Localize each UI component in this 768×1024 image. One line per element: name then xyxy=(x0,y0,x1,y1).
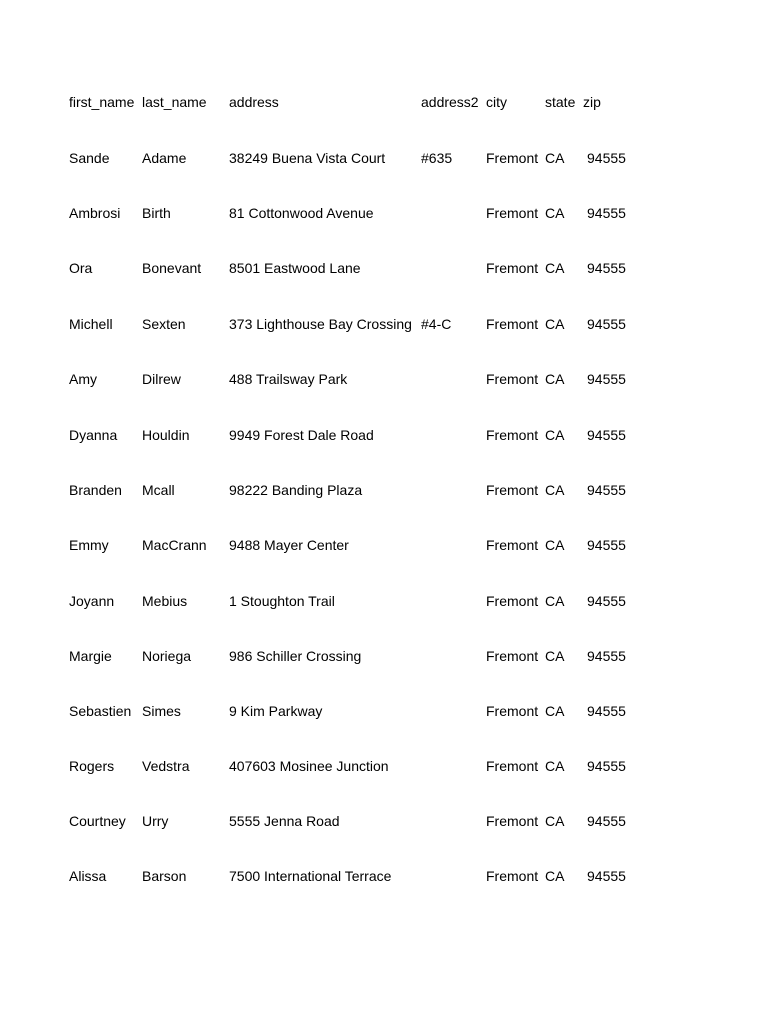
last-name-cell: Adame xyxy=(142,150,187,166)
first-name-cell: Emmy xyxy=(69,537,109,553)
table-row xyxy=(0,701,768,721)
first-name-cell: Branden xyxy=(69,482,122,498)
address-cell: 407603 Mosinee Junction xyxy=(229,758,389,774)
zip-cell: 94555 xyxy=(587,371,626,387)
zip-cell: 94555 xyxy=(587,703,626,719)
state-cell: CA xyxy=(545,758,565,774)
address-cell: 986 Schiller Crossing xyxy=(229,648,362,664)
address-cell: 488 Trailsway Park xyxy=(229,371,348,387)
address2-cell: #4-C xyxy=(421,316,452,332)
header-address: address xyxy=(229,94,279,110)
city-cell: Fremont xyxy=(486,316,539,332)
state-cell: CA xyxy=(545,316,565,332)
city-cell: Fremont xyxy=(486,205,539,221)
header-last-name: last_name xyxy=(142,94,207,110)
address-cell: 1 Stoughton Trail xyxy=(229,593,335,609)
address-cell: 5555 Jenna Road xyxy=(229,813,340,829)
header-zip: zip xyxy=(583,94,601,110)
table-row xyxy=(0,535,768,555)
table-row xyxy=(0,591,768,611)
first-name-cell: Joyann xyxy=(69,593,115,609)
state-cell: CA xyxy=(545,648,565,664)
zip-cell: 94555 xyxy=(587,813,626,829)
address-cell: 98222 Banding Plaza xyxy=(229,482,363,498)
last-name-cell: Bonevant xyxy=(142,260,202,276)
city-cell: Fremont xyxy=(486,758,539,774)
header-city: city xyxy=(486,94,507,110)
first-name-cell: Rogers xyxy=(69,758,115,774)
table-row xyxy=(0,203,768,223)
first-name-cell: Amy xyxy=(69,371,97,387)
zip-cell: 94555 xyxy=(587,150,626,166)
table-row xyxy=(0,480,768,500)
first-name-cell: Margie xyxy=(69,648,112,664)
table-row xyxy=(0,811,768,831)
state-cell: CA xyxy=(545,593,565,609)
last-name-cell: Noriega xyxy=(142,648,192,664)
city-cell: Fremont xyxy=(486,371,539,387)
table-row xyxy=(0,646,768,666)
table-row xyxy=(0,314,768,334)
city-cell: Fremont xyxy=(486,648,539,664)
last-name-cell: Mebius xyxy=(142,593,188,609)
state-cell: CA xyxy=(545,537,565,553)
address-cell: 9949 Forest Dale Road xyxy=(229,427,374,443)
address-cell: 8501 Eastwood Lane xyxy=(229,260,361,276)
last-name-cell: Dilrew xyxy=(142,371,181,387)
city-cell: Fremont xyxy=(486,150,539,166)
city-cell: Fremont xyxy=(486,260,539,276)
table-row xyxy=(0,148,768,168)
table-row xyxy=(0,369,768,389)
last-name-cell: Urry xyxy=(142,813,169,829)
state-cell: CA xyxy=(545,150,565,166)
last-name-cell: Simes xyxy=(142,703,181,719)
first-name-cell: Courtney xyxy=(69,813,126,829)
city-cell: Fremont xyxy=(486,813,539,829)
last-name-cell: Barson xyxy=(142,868,187,884)
city-cell: Fremont xyxy=(486,703,539,719)
first-name-cell: Sebastien xyxy=(69,703,132,719)
state-cell: CA xyxy=(545,260,565,276)
header-address2: address2 xyxy=(421,94,479,110)
address-cell: 9488 Mayer Center xyxy=(229,537,349,553)
last-name-cell: Houldin xyxy=(142,427,190,443)
state-cell: CA xyxy=(545,427,565,443)
zip-cell: 94555 xyxy=(587,593,626,609)
table-row xyxy=(0,425,768,445)
first-name-cell: Michell xyxy=(69,316,113,332)
first-name-cell: Ambrosi xyxy=(69,205,121,221)
address-cell: 373 Lighthouse Bay Crossing xyxy=(229,316,412,332)
city-cell: Fremont xyxy=(486,482,539,498)
zip-cell: 94555 xyxy=(587,482,626,498)
city-cell: Fremont xyxy=(486,593,539,609)
zip-cell: 94555 xyxy=(587,868,626,884)
state-cell: CA xyxy=(545,813,565,829)
city-cell: Fremont xyxy=(486,427,539,443)
city-cell: Fremont xyxy=(486,537,539,553)
last-name-cell: MacCrann xyxy=(142,537,207,553)
zip-cell: 94555 xyxy=(587,260,626,276)
zip-cell: 94555 xyxy=(587,758,626,774)
last-name-cell: Vedstra xyxy=(142,758,190,774)
zip-cell: 94555 xyxy=(587,316,626,332)
address-cell: 7500 International Terrace xyxy=(229,868,392,884)
first-name-cell: Alissa xyxy=(69,868,107,884)
address2-cell: #635 xyxy=(421,150,453,166)
table-row xyxy=(0,866,768,886)
last-name-cell: Sexten xyxy=(142,316,186,332)
zip-cell: 94555 xyxy=(587,648,626,664)
first-name-cell: Dyanna xyxy=(69,427,118,443)
last-name-cell: Mcall xyxy=(142,482,175,498)
city-cell: Fremont xyxy=(486,868,539,884)
header-row xyxy=(0,92,768,112)
first-name-cell: Ora xyxy=(69,260,93,276)
address-cell: 9 Kim Parkway xyxy=(229,703,323,719)
first-name-cell: Sande xyxy=(69,150,110,166)
state-cell: CA xyxy=(545,205,565,221)
table-row xyxy=(0,756,768,776)
header-first-name: first_name xyxy=(69,94,135,110)
table-row xyxy=(0,258,768,278)
state-cell: CA xyxy=(545,868,565,884)
zip-cell: 94555 xyxy=(587,205,626,221)
state-cell: CA xyxy=(545,482,565,498)
state-cell: CA xyxy=(545,371,565,387)
header-state: state xyxy=(545,94,576,110)
address-cell: 38249 Buena Vista Court xyxy=(229,150,386,166)
address-cell: 81 Cottonwood Avenue xyxy=(229,205,374,221)
zip-cell: 94555 xyxy=(587,537,626,553)
state-cell: CA xyxy=(545,703,565,719)
zip-cell: 94555 xyxy=(587,427,626,443)
last-name-cell: Birth xyxy=(142,205,171,221)
